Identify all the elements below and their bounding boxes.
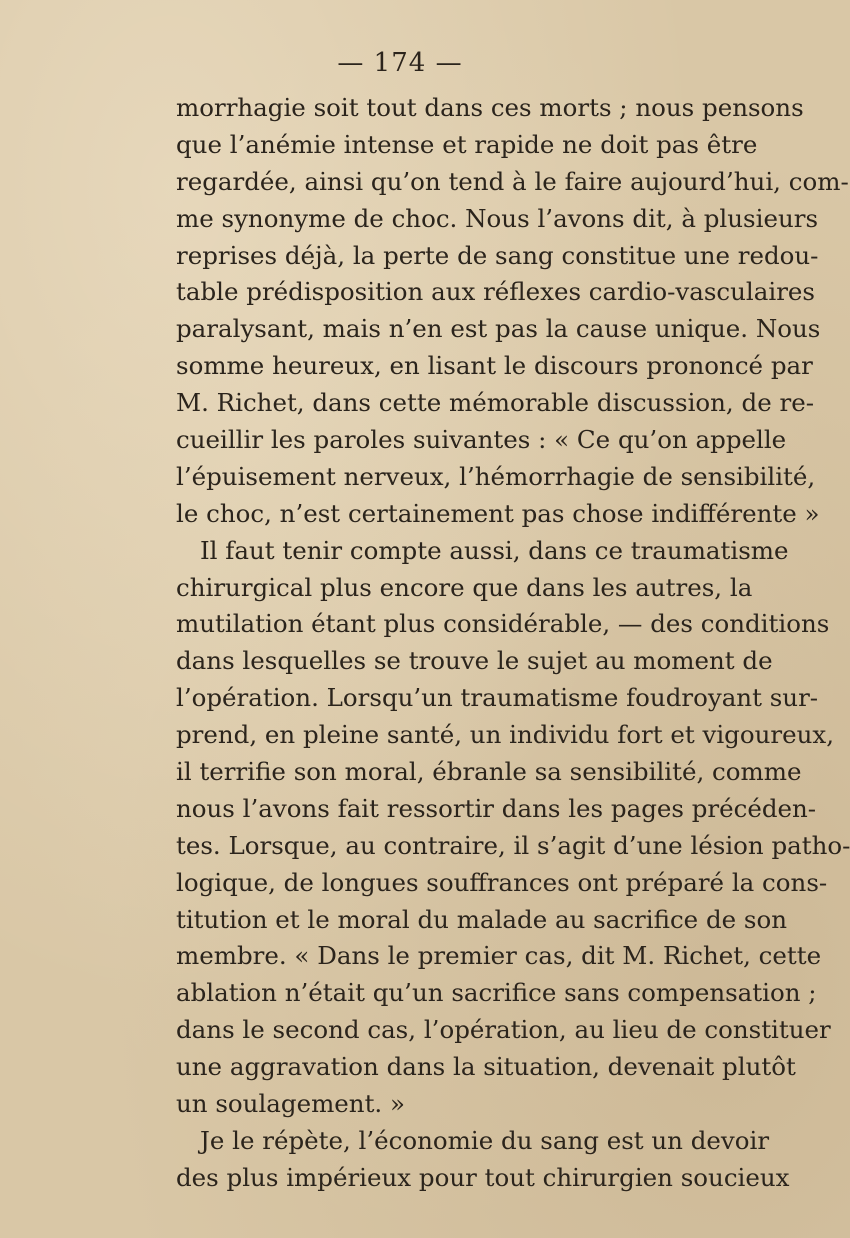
text-line: ablation n’était qu’un sacrifice sans compensation ;	[176, 978, 817, 1008]
text-line: tes. Lorsque, au contraire, il s’agit d’une lésion patho-	[176, 830, 850, 860]
text-line: prend, en pleine santé, un individu fort et vigoureux,	[176, 720, 834, 750]
text-line: somme heureux, en lisant le discours prononcé par	[176, 351, 813, 381]
body-text	[176, 90, 850, 1197]
text-line: des plus impérieux pour tout chirurgien soucieux	[176, 1162, 790, 1192]
text-line: une aggravation dans la situation, devenait plutôt	[176, 1052, 796, 1082]
text-line: dans lesquelles se trouve le sujet au moment de	[176, 646, 773, 676]
text-line: l’épuisement nerveux, l’hémorrhagie de sensibilité,	[176, 461, 816, 491]
text-line: chirurgical plus encore que dans les autres, la	[176, 572, 753, 602]
text-line: nous l’avons fait ressortir dans les pages précéden-	[176, 793, 817, 823]
text-line: membre. « Dans le premier cas, dit M. Richet, cette	[176, 941, 822, 971]
text-line: Il faut tenir compte aussi, dans ce traumatisme	[200, 535, 789, 565]
text-line: dans le second cas, l’opération, au lieu de constituer	[176, 1015, 831, 1045]
text-line: que l’anémie intense et rapide ne doit pas être	[176, 129, 758, 159]
text-line: logique, de longues souffrances ont préparé la cons-	[176, 867, 828, 897]
text-line: l’opération. Lorsqu’un traumatisme foudroyant sur-	[176, 683, 819, 713]
page-number: — 174 —	[337, 48, 463, 78]
text-line: titution et le moral du malade au sacrifice de son	[176, 904, 788, 934]
text-line: mutilation étant plus considérable, — des conditions	[176, 609, 830, 639]
text-line: un soulagement. »	[176, 1089, 405, 1119]
text-line: cueillir les paroles suivantes : « Ce qu’on appelle	[176, 425, 787, 455]
text-line: table prédisposition aux réflexes cardio-vasculaires	[176, 277, 815, 307]
text-line: regardée, ainsi qu’on tend à le faire aujourd’hui, com-	[176, 166, 849, 196]
text-line: me synonyme de choc. Nous l’avons dit, à plusieurs	[176, 203, 819, 233]
text-line: reprises déjà, la perte de sang constitue une redou-	[176, 240, 819, 270]
text-line: Je le répète, l’économie du sang est un devoir	[200, 1125, 770, 1155]
text-line: il terrifie son moral, ébranle sa sensibilité, comme	[176, 757, 802, 787]
text-line: paralysant, mais n’en est pas la cause unique. Nous	[176, 314, 821, 344]
text-line: le choc, n’est certainement pas chose indifférente »	[176, 498, 820, 528]
text-line: morrhagie soit tout dans ces morts ; nous pensons	[176, 93, 804, 122]
text-line: M. Richet, dans cette mémorable discussion, de re-	[176, 388, 814, 418]
